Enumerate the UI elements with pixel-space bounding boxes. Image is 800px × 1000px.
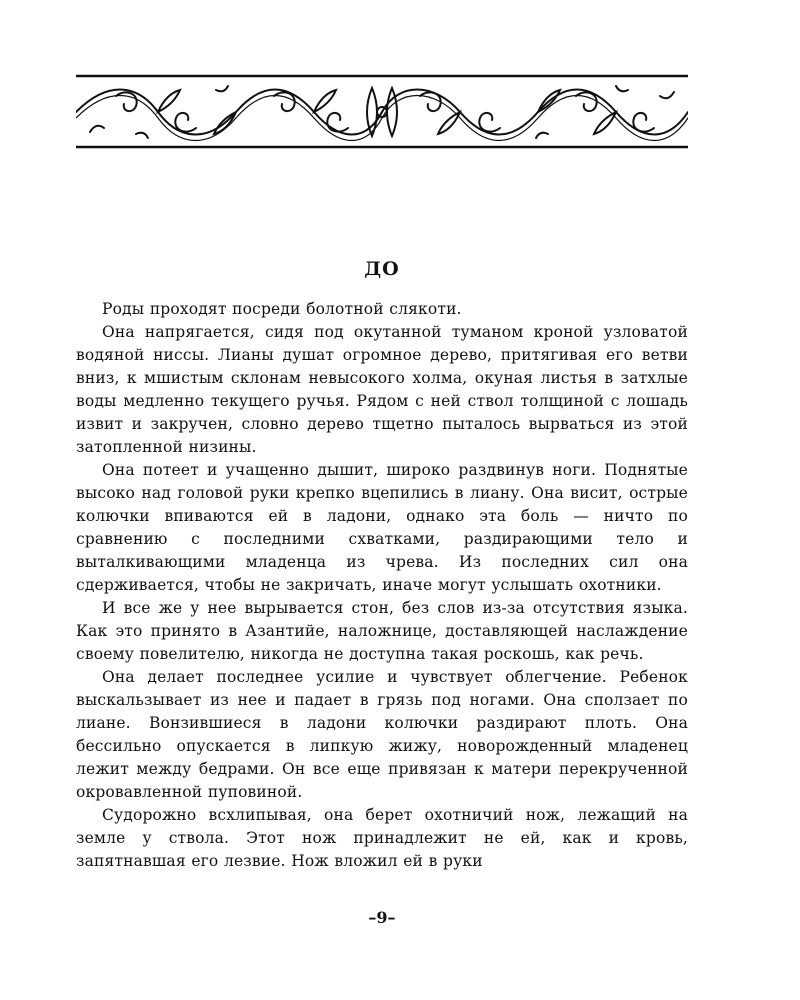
paragraph: Она потеет и учащенно дышит, широко раздвинув ноги. Поднятые высоко над головой руки крепко вцепились в лиану. Она висит, острые колючки впиваются ей в ладони, однако эта боль — ничто по сравнению с последними схватками, раздирающими тело и выталкивающими младенца из чрева. Из последних сил она сдерживается, чтобы не закричать, иначе могут услышать охотники.	[76, 461, 688, 594]
paragraph: Судорожно всхлипывая, она берет охотничий нож, лежащий на земле у ствола. Этот нож принадлежит не ей, как и кровь, запятнавшая его лезвие. Нож вложил ей в руки	[76, 806, 688, 870]
page-number: –9–	[368, 908, 396, 927]
chapter-body	[76, 298, 688, 873]
paragraph: И все же у нее вырывается стон, без слов из-за отсутствия языка. Как это принято в Азантийе, наложнице, доставляющей наслаждение своему повелителю, никогда не доступна такая роскошь, как речь.	[76, 599, 688, 663]
paragraph: Роды проходят посреди болотной слякоти.	[102, 300, 462, 318]
scroll-ornament-icon	[76, 74, 688, 150]
header-ornament	[76, 74, 688, 150]
chapter-title: ДО	[364, 258, 400, 280]
paragraph: Она напрягается, сидя под окутанной туманом кроной узловатой водяной ниссы. Лианы душат огромное дерево, притягивая его ветви вниз, к мшистым склонам невысокого холма, окуная листья в затхлые воды медленно текущего ручья. Рядом с ней ствол толщиной с лошадь извит и закручен, словно дерево тщетно пыталось вырваться из этой затопленной низины.	[76, 323, 688, 456]
paragraph: Она делает последнее усилие и чувствует облегчение. Ребенок выскальзывает из нее и падает в грязь под ногами. Она сползает по лиане. Вонзившиеся в ладони колючки раздирают плоть. Она бессильно опускается в липкую жижу, новорожденный младенец лежит между бедрами. Он все еще привязан к матери перекрученной окровавленной пуповиной.	[76, 668, 688, 801]
